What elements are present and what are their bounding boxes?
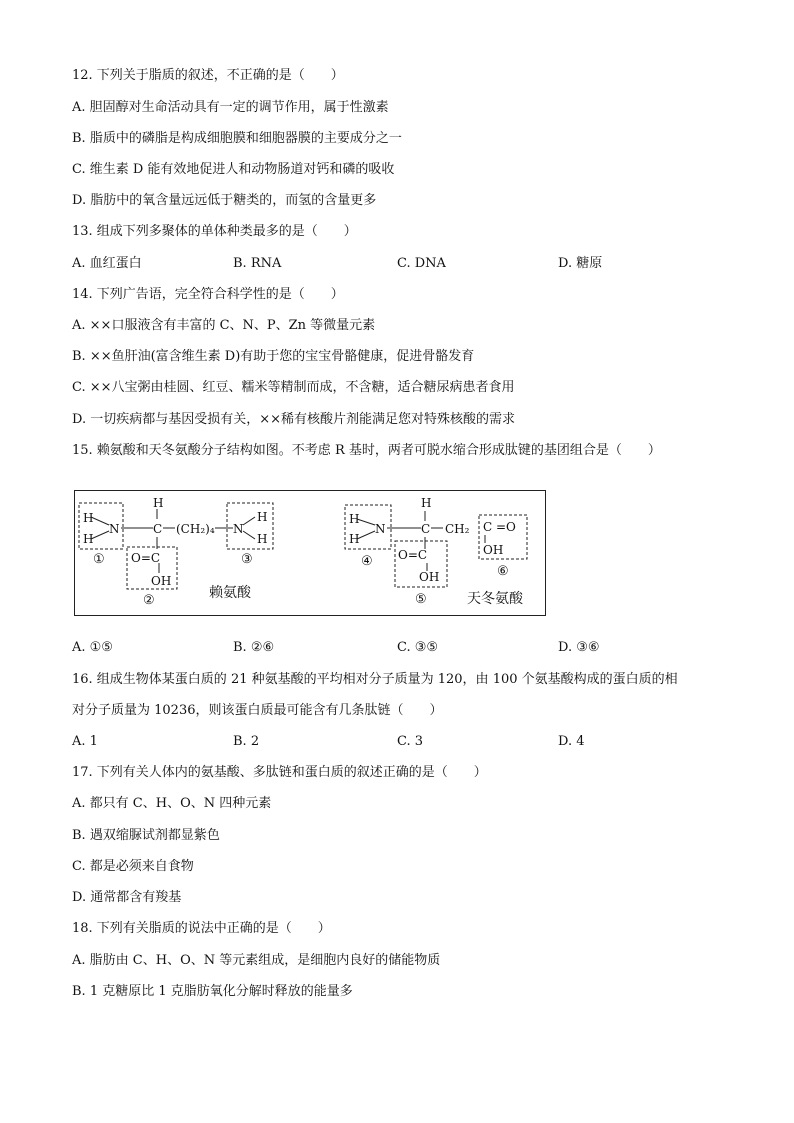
q12-option-c: C. 维生素 D 能有效地促进人和动物肠道对钙和磷的吸收 xyxy=(72,162,395,177)
q15-option-a: A. ①⑤ xyxy=(72,640,113,655)
q13-option-c: C. DNA xyxy=(397,256,446,271)
asp-alpha-c: C xyxy=(421,522,431,536)
lys-h-r-bottom: H xyxy=(257,532,268,546)
lys-n-r: N xyxy=(233,522,244,536)
q18-option-a: A. 脂肪由 C、H、O、N 等元素组成，是细胞内良好的储能物质 xyxy=(72,953,441,968)
label-6: ⑥ xyxy=(497,564,509,579)
q16-stem-line2: 对分子质量为 10236，则该蛋白质最可能含有几条肽链（ ） xyxy=(72,703,443,718)
lysine-name: 赖氨酸 xyxy=(209,585,251,601)
lys-h-r-top: H xyxy=(257,510,268,524)
q14-option-a: A. ××口服液含有丰富的 C、N、P、Zn 等微量元素 xyxy=(72,318,376,333)
label-1: ① xyxy=(93,552,105,567)
lys-oc: O=C xyxy=(131,551,161,565)
q15-option-d: D. ③⑥ xyxy=(558,640,600,655)
lys-alpha-c: C xyxy=(153,522,163,536)
q13-stem: 13. 组成下列多聚体的单体种类最多的是（ ） xyxy=(72,224,357,239)
amino-acid-structure-figure xyxy=(74,490,546,616)
q16-option-d: D. 4 xyxy=(558,734,585,749)
asp-alpha-h: H xyxy=(421,496,432,510)
q13-option-d: D. 糖原 xyxy=(558,256,603,271)
lys-chain: (CH₂)₄ xyxy=(176,522,215,536)
asp-co: C =O xyxy=(483,520,516,534)
q12-stem: 12. 下列关于脂质的叙述，不正确的是（ ） xyxy=(72,68,344,83)
lys-n: N xyxy=(109,522,120,536)
q13-option-b: B. RNA xyxy=(233,256,282,271)
asp-h-top: H xyxy=(349,512,360,526)
q14-option-c: C. ××八宝粥由桂圆、红豆、糯米等精制而成，不含糖，适合糖尿病患者食用 xyxy=(72,380,515,395)
lys-h-bottom: H xyxy=(83,532,94,546)
asp-oc: O=C xyxy=(398,548,428,562)
asp-oh-r: OH xyxy=(483,543,504,557)
q17-stem: 17. 下列有关人体内的氨基酸、多肽链和蛋白质的叙述正确的是（ ） xyxy=(72,765,487,780)
q15-option-b: B. ②⑥ xyxy=(233,640,275,655)
q16-option-b: B. 2 xyxy=(233,734,260,749)
asp-n: N xyxy=(375,522,386,536)
q18-stem: 18. 下列有关脂质的说法中正确的是（ ） xyxy=(72,921,331,936)
q12-option-b: B. 脂质中的磷脂是构成细胞膜和细胞器膜的主要成分之一 xyxy=(72,131,402,146)
q14-stem: 14. 下列广告语，完全符合科学性的是（ ） xyxy=(72,287,344,302)
q12-option-d: D. 脂肪中的氧含量远远低于糖类的，而氢的含量更多 xyxy=(72,193,377,208)
label-2: ② xyxy=(143,593,155,608)
aspartic-name: 天冬氨酸 xyxy=(467,591,523,607)
q17-option-c: C. 都是必须来自食物 xyxy=(72,859,194,874)
asp-h-bottom: H xyxy=(349,532,360,546)
q16-option-a: A. 1 xyxy=(72,734,98,749)
q16-option-c: C. 3 xyxy=(397,734,424,749)
q18-option-b: B. 1 克糖原比 1 克脂肪氧化分解时释放的能量多 xyxy=(72,984,353,999)
asp-ch2: CH₂ xyxy=(445,522,470,536)
q15-option-c: C. ③⑤ xyxy=(397,640,439,655)
q14-option-b: B. ××鱼肝油(富含维生素 D)有助于您的宝宝骨骼健康，促进骨骼发育 xyxy=(72,349,475,364)
q15-stem: 15. 赖氨酸和天冬氨酸分子结构如图。不考虑 R 基时，两者可脱水缩合形成肽键的基团组合是（ ） xyxy=(72,443,661,458)
q17-option-a: A. 都只有 C、H、O、N 四种元素 xyxy=(72,796,272,811)
q13-option-a: A. 血红蛋白 xyxy=(72,256,142,271)
lys-h-top: H xyxy=(83,511,94,525)
label-4: ④ xyxy=(361,554,373,569)
q16-stem-line1: 16. 组成生物体某蛋白质的 21 种氨基酸的平均相对分子质量为 120，由 100 个氨基酸构成的蛋白质的相 xyxy=(72,672,678,687)
lys-oh: OH xyxy=(151,574,172,588)
q14-option-d: D. 一切疾病都与基因受损有关，××稀有核酸片剂能满足您对特殊核酸的需求 xyxy=(72,412,516,427)
q17-option-b: B. 遇双缩脲试剂都显紫色 xyxy=(72,828,220,843)
q12-option-a: A. 胆固醇对生命活动具有一定的调节作用，属于性激素 xyxy=(72,100,389,115)
asp-oh: OH xyxy=(419,570,440,584)
label-3: ③ xyxy=(241,552,253,567)
q17-option-d: D. 通常都含有羧基 xyxy=(72,890,182,905)
label-5: ⑤ xyxy=(415,592,427,607)
lys-alpha-h: H xyxy=(153,496,164,510)
